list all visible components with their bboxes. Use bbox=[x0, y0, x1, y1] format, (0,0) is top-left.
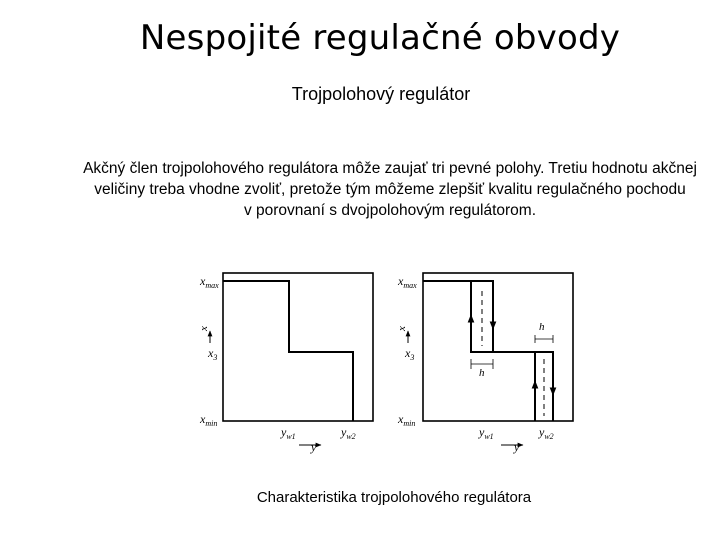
left-y-axis-label: x bbox=[198, 326, 210, 331]
left-characteristic-curve bbox=[223, 281, 353, 421]
paragraph-line: veličiny treba vhodne zvoliť, pretože tým môžeme zlepšiť kvalitu regulačného pochodu bbox=[94, 181, 686, 198]
left-xmax-label: $x_{max}$ bbox=[200, 274, 219, 290]
right-y-axis-label: x bbox=[396, 326, 408, 331]
characteristic-figure bbox=[183, 251, 584, 455]
paragraph-line: v porovnaní s dvojpolohovým regulátorom. bbox=[243, 202, 537, 219]
h2-label: h bbox=[539, 321, 545, 333]
right-plot bbox=[396, 273, 573, 454]
left-x3-label: $x_3$ bbox=[208, 346, 218, 362]
left-yw2-label: $y_{w2}$ bbox=[341, 425, 356, 441]
h1-label: h bbox=[479, 367, 485, 379]
right-xmax-label: $x_{max}$ bbox=[398, 274, 417, 290]
left-plot-frame bbox=[223, 273, 373, 421]
left-x-axis-label: y bbox=[311, 440, 317, 454]
characteristic-diagram bbox=[183, 251, 584, 455]
right-plot-frame bbox=[423, 273, 573, 421]
paragraph-line: Akčný člen trojpolohového regulátora môže zaujať tri pevné polohy. Tretiu hodnotu akčnej bbox=[83, 160, 697, 177]
left-xmin-label: $x_{min}$ bbox=[200, 412, 218, 428]
right-x-axis-label: y bbox=[514, 440, 520, 454]
right-x3-label: $x_3$ bbox=[405, 346, 415, 362]
right-xmin-label: $x_{min}$ bbox=[398, 412, 416, 428]
right-yw2-label: $y_{w2}$ bbox=[539, 425, 554, 441]
description-paragraph bbox=[40, 158, 720, 221]
left-plot bbox=[198, 273, 373, 454]
figure-caption: Charakteristika trojpolohového regulátora bbox=[256, 489, 532, 506]
right-hysteresis-inner bbox=[471, 281, 535, 421]
slide-subtitle: Trojpolohový regulátor bbox=[291, 84, 471, 104]
left-yw1-label: $y_{w1}$ bbox=[281, 425, 296, 441]
slide-title: Nespojité regulačné obvody bbox=[139, 18, 621, 58]
right-yw1-label: $y_{w1}$ bbox=[479, 425, 494, 441]
